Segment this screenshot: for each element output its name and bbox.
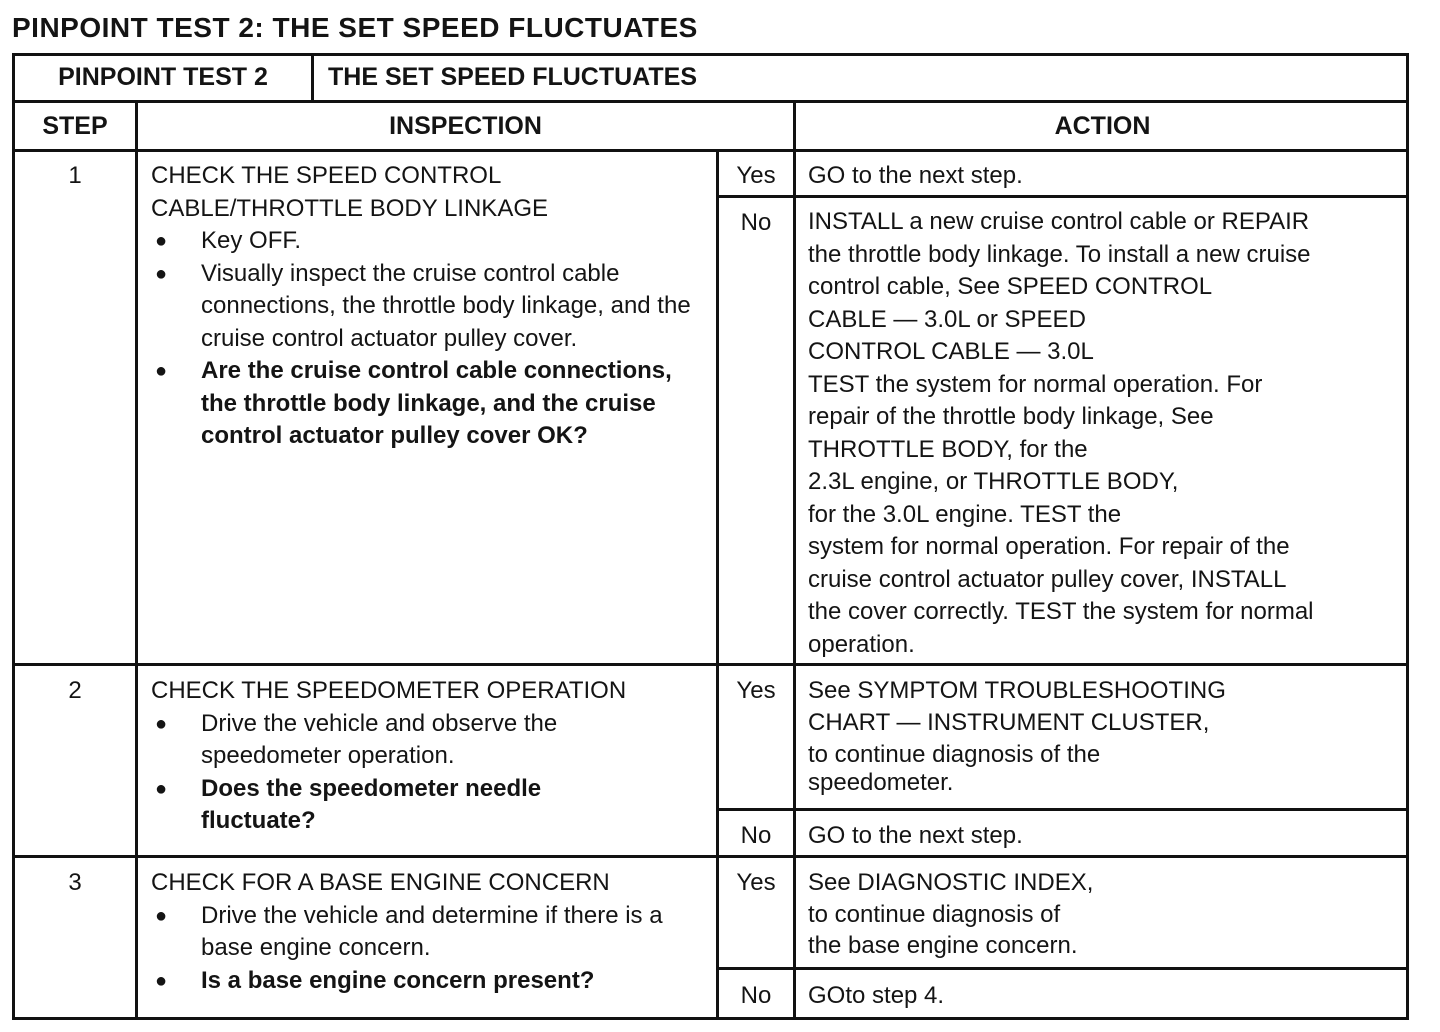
divider: [716, 967, 1409, 970]
no-action: INSTALL a new cruise control cable or REPAIR the throttle body linkage. To install a new cruise control cable, See SPEED CONTROL CABLE — 3.0L or SPEED CONTROL CABLE — 3.0L TEST the system for normal operation. For repair of the throttle body linkage, See THROTTLE BODY, for the 2.3L engine, or THROTTLE BODY, for the 3.0L engine. TEST the system for normal operation. For repair of the cruise control actuator pulley cover, INSTALL the cover correctly. TEST the system for normal operation.: [808, 208, 1314, 658]
divider: [716, 195, 1409, 198]
step-inspection: [151, 867, 711, 997]
step-inspection: [151, 160, 711, 453]
no-action: GOto step 4.: [808, 982, 945, 1009]
divider: [793, 100, 796, 1020]
step-inspection: [151, 675, 711, 838]
divider: [12, 100, 1409, 103]
test-label: PINPOINT TEST 2: [58, 63, 268, 91]
list-item: ● Drive the vehicle and determine if there is a base engine concern.: [155, 901, 663, 961]
divider: [716, 808, 1409, 811]
step-number: 1: [68, 162, 82, 189]
inspection-question: ● Does the speedometer needle fluctuate?: [155, 774, 542, 834]
inspection-list: [151, 900, 671, 998]
page-title: PINPOINT TEST 2: THE SET SPEED FLUCTUATES: [12, 12, 698, 43]
column-header-step: STEP: [42, 112, 108, 140]
step-title-line: CHECK THE SPEEDOMETER OPERATION: [151, 677, 627, 704]
no-label: No: [740, 982, 772, 1009]
bullet-icon: ●: [155, 712, 168, 735]
list-item: ● Drive the vehicle and observe the speedometer operation.: [155, 709, 558, 769]
bullet-icon: ●: [155, 360, 168, 382]
no-action: GO to the next step.: [808, 822, 1023, 849]
column-header-action: ACTION: [1054, 112, 1151, 140]
step-title-line: CHECK THE SPEED CONTROL: [151, 162, 502, 189]
bullet-icon: ●: [155, 969, 168, 992]
yes-label: Yes: [736, 162, 776, 189]
step-title-line: CHECK FOR A BASE ENGINE CONCERN: [151, 869, 610, 896]
bullet-icon: ●: [155, 777, 168, 800]
inspection-question: ● Are the cruise control cable connections, the throttle body linkage, and the cruise control actuator pulley cover OK?: [155, 357, 672, 449]
list-item: ● Visually inspect the cruise control cable connections, the throttle body linkage, and the cruise control actuator pulley cover.: [155, 259, 691, 352]
yes-label: Yes: [736, 677, 776, 704]
step-number: 2: [68, 677, 82, 704]
yes-action: See DIAGNOSTIC INDEX, to continue diagnosis of the base engine concern.: [808, 869, 1094, 959]
divider: [12, 855, 1409, 858]
divider: [311, 53, 314, 102]
divider: [135, 100, 138, 1020]
bullet-icon: ●: [155, 262, 168, 285]
no-label: No: [740, 209, 772, 236]
step-number: 3: [68, 869, 82, 896]
bullet-icon: ●: [155, 230, 168, 252]
inspection-question: ● Is a base engine concern present?: [151, 965, 671, 998]
divider: [12, 149, 1409, 152]
test-title: THE SET SPEED FLUCTUATES: [328, 63, 698, 91]
list-item: ● Key OFF.: [151, 225, 711, 258]
yes-action: See SYMPTOM TROUBLESHOOTING CHART — INSTRUMENT CLUSTER, to continue diagnosis of the speedometer.: [808, 677, 1226, 796]
column-header-inspection: INSPECTION: [389, 112, 542, 140]
bullet-icon: ●: [155, 904, 168, 927]
yes-label: Yes: [736, 869, 776, 896]
inspection-list: [151, 708, 621, 838]
inspection-list: [151, 225, 711, 453]
divider: [12, 663, 1409, 666]
yes-action: GO to the next step.: [808, 162, 1023, 189]
step-title-line: CABLE/THROTTLE BODY LINKAGE: [151, 194, 548, 222]
no-label: No: [740, 822, 772, 849]
